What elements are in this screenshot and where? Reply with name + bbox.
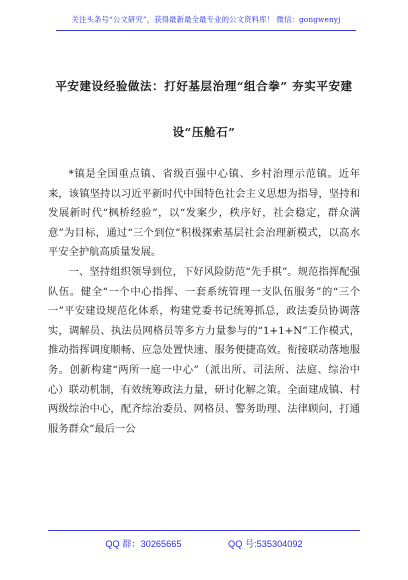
body-paragraph-intro: *镇是全国重点镇、省级百强中心镇、乡村治理示范镇。近年来，该镇坚持以习近平新时代中国特色社会主义思想为指导，坚持和发展新时代“枫桥经验”，以“发案少，秩序好，社会稳定，群众满意”为目标，通过“三个到位”积极探索基层社会治理新模式，以高水平安全护航高质量发展。: [48, 168, 360, 259]
body-paragraph-section-1: 一、坚持组织领导到位，下好风险防范“先手棋”。规范指挥配强队伍。健全“一个中心指挥、一套系统管理一支队伍服务”的“三个一”平安建设规范化体系，构建党委书记统筹抓总，政法委员协调落实，调解员、执法员网格员等多方力量参与的“1+1+N”工作模式，推动指挥调度顺畅、应急处置快速、服务便捷高效。衔接联动落地服务。创新构建“两所一庭一中心”（派出所、司法所、法庭、综治中心）联动机制，有效统筹政法力量，研讨化解之策。全面建成镇、村两级综治中心，配齐综治委员、网格员、警务助理、法律顾问，打通服务群众“最后一公: [48, 265, 360, 435]
header-divider: [56, 30, 356, 31]
footer-qq-group: QQ 群：30265665: [105, 539, 182, 549]
document-body: [48, 165, 360, 439]
document-title-line-2: 设“压舱石”: [172, 125, 236, 139]
footer-divider: [48, 530, 360, 531]
header-banner: 关注头条号“公文研究”，获得最新最全最专业的公文资料库！ 微信：gongwenyj: [71, 15, 341, 24]
footer-contact: [0, 536, 408, 550]
document-title-line-1: 平安建设经验做法：打好基层治理“组合拳” 夯实平安建: [55, 79, 353, 93]
footer-qq-number: QQ 号:535304092: [228, 539, 303, 549]
